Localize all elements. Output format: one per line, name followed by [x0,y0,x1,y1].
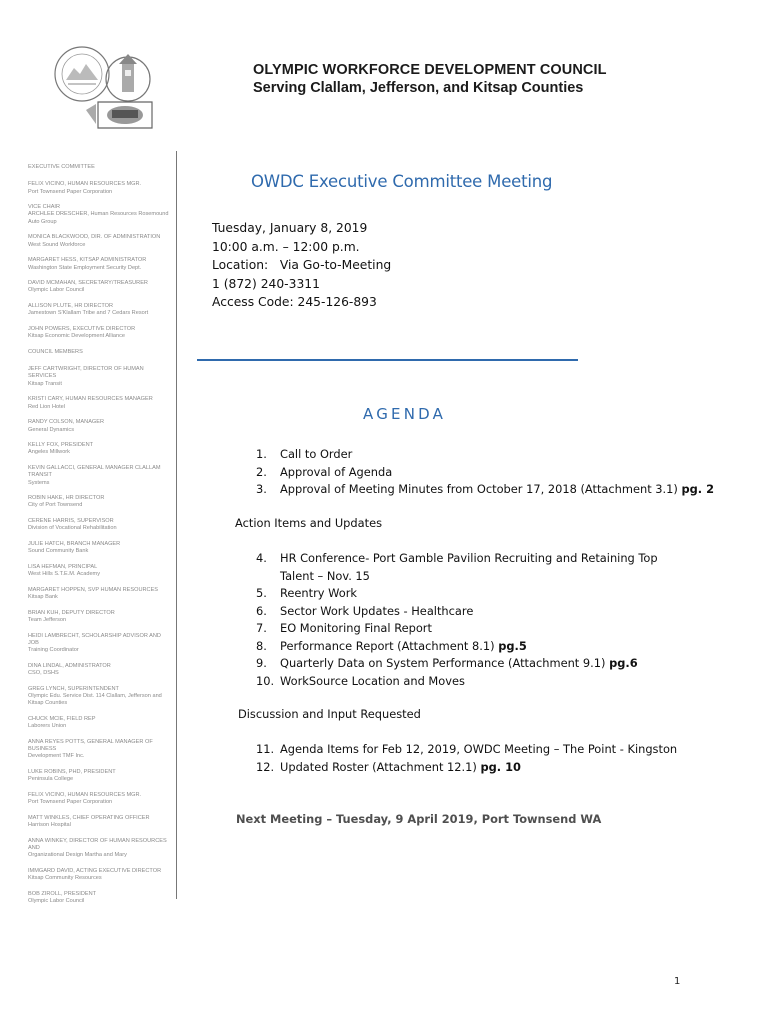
roster-name: MONICA BLACKWOOD, DIR. OF ADMINISTRATION [28,234,161,241]
roster-org: Port Townsend Paper Corporation [28,188,113,195]
roster-entry [28,303,173,318]
seal-logo-icon [52,44,170,136]
roster-entry [28,815,173,830]
agenda-section-action-items [256,550,676,690]
meeting-access-code: Access Code: 245-126-893 [212,295,377,309]
roster-org: West Hills S.T.E.M. Academy [28,571,101,578]
agenda-item-text [280,620,676,638]
page-number: 1 [674,976,681,987]
agenda-item-text [280,464,736,482]
agenda-item-label: Quarterly Data on System Performance (Attachment 9.1) [280,656,610,670]
agenda-item-text [280,481,736,499]
agenda-item [256,655,676,673]
horizontal-rule [197,359,578,361]
roster-name: CHUCK MCIE, FIELD REP [28,715,96,722]
agenda-item-label: Sector Work Updates - Healthcare [280,603,474,618]
roster-org: Red Lion Hotel [28,403,66,410]
roster-entry [28,442,173,457]
roster-org: Washington State Employment Security Dept. [28,264,142,271]
roster-org: Development TMF Inc. [28,753,85,760]
roster-entry [28,234,173,249]
roster-name: DINA LINDAL, ADMINISTRATOR [28,662,111,669]
roster-entry [28,326,173,341]
roster-org: Olympic Labor Council [28,287,85,294]
roster-sidebar [28,164,173,914]
agenda-title: AGENDA [363,405,447,423]
roster-name: ALLISON PLUTE, HR DIRECTOR [28,303,114,310]
roster-entry [28,792,173,807]
roster-name: KELLY FOX, PRESIDENT [28,442,94,449]
agenda-item-text [280,741,736,759]
roster-entry [28,739,173,761]
agenda-item [256,673,676,691]
roster-entry [28,769,173,784]
agenda-item-page-ref: pg.5 [498,638,527,653]
roster-org: Port Townsend Paper Corporation [28,799,113,806]
roster-org: Kitsap Economic Development Alliance [28,333,126,340]
roster-org: Olympic Edu. Service Dist. 114 Clallam, Jefferson and Kitsap Counties [28,692,162,707]
roster-entry [28,366,173,388]
roster-name: JULIE HATCH, BRANCH MANAGER [28,540,121,547]
agenda-item-text [280,759,736,777]
roster-name: BOB ZIROLL, PRESIDENT [28,890,97,897]
council-members-list [28,366,173,905]
roster-name: VICE CHAIR [28,204,61,211]
roster-name: GREG LYNCH, SUPERINTENDENT [28,685,119,692]
roster-entry [28,564,173,579]
agenda-item-number: 3. [256,482,267,496]
org-subtitle: Serving Clallam, Jefferson, and Kitsap Counties [253,80,584,96]
roster-entry [28,686,173,708]
executive-committee-heading: EXECUTIVE COMMITTEE [28,164,95,170]
agenda-item-text [280,673,676,691]
agenda-item-number: 10. [256,673,275,688]
roster-name: FELIX VICINO, HUMAN RESOURCES MGR. [28,791,142,798]
agenda-item-label: Agenda Items for Feb 12, 2019, OWDC Meeting – The Point - Kingston [280,742,678,756]
agenda-item-page-ref: pg.6 [609,656,638,670]
org-header [253,61,693,98]
discussion-heading: Discussion and Input Requested [238,707,421,721]
agenda-item-text [280,603,676,621]
agenda-item-number: 12. [256,759,275,774]
roster-name: CERENE HARRIS, SUPERVISOR [28,518,114,525]
roster-entry [28,716,173,731]
roster-entry [28,587,173,602]
roster-name: RANDY COLSON, MANAGER [28,419,105,426]
org-name: OLYMPIC WORKFORCE DEVELOPMENT COUNCIL [253,62,607,78]
agenda-item-number: 11. [256,742,275,756]
agenda-item-label: Approval of Agenda [280,464,393,479]
agenda-item-number: 9. [256,656,267,670]
roster-org: Olympic Labor Council [28,897,85,904]
roster-entry [28,518,173,533]
agenda-item [256,585,676,603]
agenda-item-label: HR Conference- Port Gamble Pavilion Recruiting and Retaining Top Talent – Nov. 15 [280,551,662,583]
agenda-item-number: 8. [256,638,267,653]
agenda-item-page-ref: pg. 2 [681,482,714,496]
roster-entry [28,257,173,272]
roster-entry [28,868,173,883]
roster-entry [28,541,173,556]
roster-name: JEFF CARTWRIGHT, DIRECTOR OF HUMAN SERVICES [28,366,144,380]
roster-org: Kitsap Bank [28,594,58,601]
roster-entry [28,181,173,196]
agenda-item-label: Call to Order [280,447,353,461]
meeting-location: Location: Via Go-to-Meeting [212,258,392,272]
roster-name: KEVIN GALLACCI, GENERAL MANAGER CLALLAM TRANSIT [28,464,161,479]
roster-org: West Sound Workforce [28,241,86,248]
meeting-date: Tuesday, January 8, 2019 [212,221,368,235]
agenda-item [256,603,676,621]
vertical-divider [176,151,177,899]
roster-org: ARCHLEE DRESCHER, Human Resources Rosemound Auto Group [28,211,169,225]
roster-org: Laborers Union [28,723,67,730]
roster-org: CSO, DSHS [28,670,59,676]
meeting-title: OWDC Executive Committee Meeting [251,172,553,191]
next-meeting: Next Meeting – Tuesday, 9 April 2019, Port Townsend WA [236,812,602,826]
agenda-item-text [280,585,676,603]
roster-name: ROBIN HAKE, HR DIRECTOR [28,495,105,502]
roster-entry [28,465,173,487]
agenda-item [256,550,676,585]
agenda-item-text [280,446,736,464]
roster-entry [28,280,173,295]
roster-entry [28,838,173,860]
roster-entry [28,495,173,510]
roster-name: JOHN POWERS, EXECUTIVE DIRECTOR [28,325,136,332]
roster-org: Harrison Hospital [28,821,71,828]
agenda-item-text [280,655,676,673]
roster-name: ANNA WINKEY, DIRECTOR OF HUMAN RESOURCES AND [28,837,167,851]
meeting-phone: 1 (872) 240-3311 [212,276,320,291]
roster-org: Division of Vocational Rehabilitation [28,525,117,532]
roster-org: Training Coordinator [28,647,79,654]
agenda-item [256,741,736,759]
action-items-heading: Action Items and Updates [235,516,383,530]
roster-org: Sound Community Bank [28,548,89,555]
roster-org: Kitsap Transit [28,380,62,387]
agenda-item-number: 1. [256,447,267,461]
agenda-item-number: 2. [256,464,267,479]
roster-name: MARGARET HOPPEN, SVP HUMAN RESOURCES [28,586,159,593]
agenda-section-opening [256,446,736,499]
agenda-item-label: EO Monitoring Final Report [280,621,432,635]
agenda-item-number: 4. [256,551,267,565]
roster-entry [28,610,173,625]
roster-entry [28,419,173,434]
roster-name: BRIAN KUH, DEPUTY DIRECTOR [28,609,115,616]
roster-org: Team Jefferson [28,616,67,623]
roster-org: General Dynamics [28,426,75,433]
roster-name: MATT WINKLES, CHIEF OPERATING OFFICER [28,814,150,821]
roster-name: FELIX VICINO, HUMAN RESOURCES MGR. [28,181,142,188]
agenda-item-label: Performance Report (Attachment 8.1) [280,638,499,653]
roster-name: MARGARET HESS, KITSAP ADMINISTRATOR [28,257,147,264]
agenda-item-label: Approval of Meeting Minutes from October 17, 2018 (Attachment 3.1) [280,482,682,496]
roster-name: LISA HEFMAN, PRINCIPAL [28,563,98,570]
roster-name: LUKE ROBINS, PHD, PRESIDENT [28,768,116,775]
meeting-time: 10:00 a.m. – 12:00 p.m. [212,239,360,254]
agenda-item [256,638,676,656]
roster-name: HEIDI LAMBRECHT, SCHOLARSHIP ADVISOR AND JOB [28,632,161,646]
roster-org: Angeles Millwork [28,449,70,456]
agenda-item [256,759,736,777]
agenda-item-label: WorkSource Location and Moves [280,673,465,688]
roster-entry [28,891,173,906]
agenda-section-discussion [256,741,736,776]
roster-entry [28,633,173,655]
executive-members-list [28,181,173,340]
roster-org: Systems [28,479,50,486]
roster-name: IMMGARD DAVID, ACTING EXECUTIVE DIRECTOR [28,867,162,874]
agenda-item-text [280,638,676,656]
agenda-item-page-ref: pg. 10 [480,759,521,774]
roster-entry [28,396,173,411]
roster-name: DAVID MCMAHAN, SECRETARY/TREASURER [28,280,148,287]
agenda-item [256,481,736,499]
roster-org: Kitsap Community Resources [28,875,102,882]
roster-name: KRISTI CARY, HUMAN RESOURCES MANAGER [28,396,153,403]
agenda-item-number: 7. [256,621,267,635]
agenda-item-text [280,550,676,585]
agenda-item [256,446,736,464]
roster-org: Organizational Design Martha and Mary [28,852,127,859]
agenda-item-number: 6. [256,603,267,618]
agenda-item-label: Updated Roster (Attachment 12.1) [280,759,481,774]
meeting-details [212,219,512,312]
roster-entry [28,204,173,226]
roster-org: Peninsula College [28,776,74,783]
agenda-item-number: 5. [256,586,267,600]
roster-org: Jamestown S'Klallam Tribe and 7 Cedars Resort [28,310,149,317]
roster-org: City of Port Townsend [28,502,83,509]
agenda-item [256,464,736,482]
roster-entry [28,663,173,678]
owdc-logos [52,44,170,136]
agenda-item [256,620,676,638]
roster-name: ANNA REYES POTTS, GENERAL MANAGER OF BUSINESS [28,738,153,752]
agenda-item-label: Reentry Work [280,586,357,600]
council-members-heading: COUNCIL MEMBERS [28,348,83,355]
